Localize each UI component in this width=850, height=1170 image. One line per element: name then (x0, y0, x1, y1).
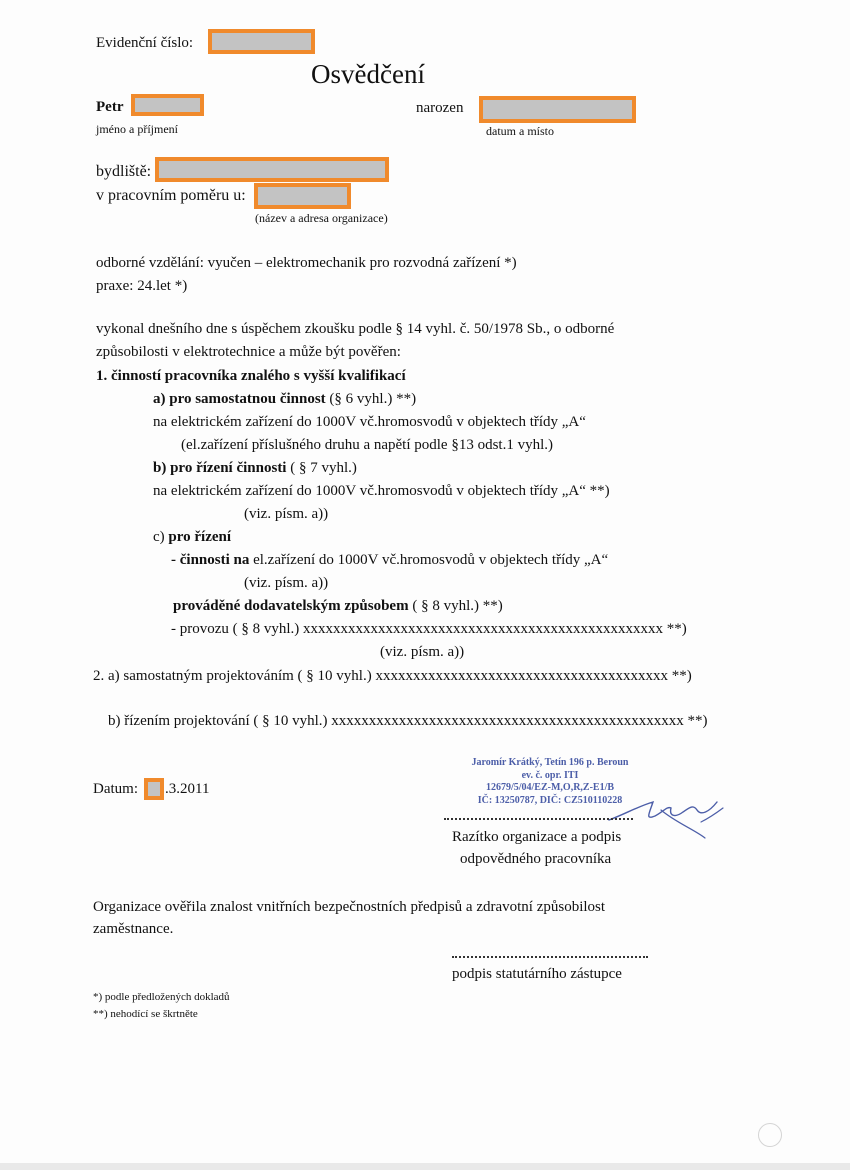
section-c-line-3 (173, 599, 503, 614)
scan-punch-mark (758, 1123, 782, 1147)
section-c-heading (153, 530, 231, 545)
redacted-employer (254, 183, 351, 209)
section-a-heading-bold: a) pro samostatnou činnost (153, 391, 326, 407)
section-c-line-3-bold: prováděné dodavatelským způsobem (173, 598, 409, 614)
employer-caption: (název a adresa organizace) (255, 211, 388, 225)
section-c-line-1-rest: el.zařízení do 1000V vč.hromosvodů v objektech třídy „A“ (249, 552, 609, 568)
section-c-line-2: (viz. písm. a)) (244, 575, 329, 591)
redacted-birth-date-place (479, 96, 636, 123)
redacted-date-day (144, 778, 164, 800)
section-c-line-1 (171, 553, 608, 568)
intro-line-1: vykonal dnešního dne s úspěchem zkoušku podle § 14 vyhl. č. 50/1978 Sb., o odborné (96, 321, 615, 337)
section-a-line-1: na elektrickém zařízení do 1000V vč.hromosvodů v objektech třídy „A“ (153, 414, 586, 430)
intro-line-2: způsobilosti v elektrotechnice a může být pověřen: (96, 344, 401, 360)
statutory-signature-caption: podpis statutárního zástupce (452, 966, 622, 982)
redacted-surname (131, 94, 204, 116)
practice-line: praxe: 24.let *) (96, 278, 188, 294)
page-title: Osvědčení (311, 59, 425, 89)
section-c-heading-bold: pro řízení (168, 529, 232, 545)
first-name: Petr (96, 99, 124, 115)
section-b-heading-rest: ( § 7 vyhl.) (286, 460, 357, 476)
residence-label: bydliště: (96, 163, 152, 180)
born-caption: datum a místo (486, 124, 554, 138)
section-c-line-3-rest: ( § 8 vyhl.) **) (408, 598, 503, 614)
section-a-line-2: (el.zařízení příslušného druhu a napětí podle §13 odst.1 vyhl.) (181, 437, 553, 453)
employment-label: v pracovním poměru u: (96, 187, 246, 204)
section-1-heading: 1. činností pracovníka znalého s vyšší kvalifikací (96, 368, 406, 384)
organization-note-line-1: Organizace ověřila znalost vnitřních bezpečnostních předpisů a zdravotní způsobilost (93, 899, 606, 915)
scan-bottom-edge (0, 1163, 850, 1170)
section-b-heading-bold: b) pro řízení činnosti (153, 460, 287, 476)
footnote-2: **) nehodící se škrtněte (93, 1008, 198, 1020)
born-label: narozen (416, 100, 464, 116)
statutory-dotted-line (452, 956, 648, 958)
redacted-residence (155, 157, 389, 182)
section-2b-line: b) řízením projektování ( § 10 vyhl.) xxxxxxxxxxxxxxxxxxxxxxxxxxxxxxxxxxxxxxxxxxxxxxx **) (108, 713, 708, 729)
footnote-1: *) podle předložených dokladů (93, 991, 230, 1003)
education-line: odborné vzdělání: vyučen – elektromechanik pro rozvodná zařízení *) (96, 255, 517, 271)
stamp-line-1: Jaromír Krátký, Tetín 196 p. Beroun (471, 757, 629, 768)
redacted-evidence-number (208, 29, 315, 54)
date-label: Datum: (93, 781, 138, 797)
signature-caption-line-1: Razítko organizace a podpis (452, 829, 622, 845)
section-a-heading-rest: (§ 6 vyhl.) **) (325, 391, 417, 407)
section-2a-line: 2. a) samostatným projektováním ( § 10 vyhl.) xxxxxxxxxxxxxxxxxxxxxxxxxxxxxxxxxxxxxxx **) (93, 668, 692, 684)
section-b-line-2: (viz. písm. a)) (244, 506, 329, 522)
handwritten-signature (605, 792, 730, 842)
stamp-line-2: ev. č. opr. ITI (521, 769, 579, 781)
section-a-heading (153, 392, 416, 407)
signature-dotted-line (444, 818, 633, 820)
section-c-line-5: (viz. písm. a)) (380, 644, 465, 660)
section-b-line-1: na elektrickém zařízení do 1000V vč.hromosvodů v objektech třídy „A“ **) (153, 483, 610, 499)
section-c-heading-prefix: c) (153, 529, 169, 545)
section-c-line-4: - provozu ( § 8 vyhl.) xxxxxxxxxxxxxxxxxxxxxxxxxxxxxxxxxxxxxxxxxxxxxxxx **) (171, 621, 687, 637)
signature-caption-line-2: odpovědného pracovníka (460, 851, 612, 867)
stamp-line-3: 12679/5/04/EZ-M,O,R,Z-E1/B (485, 782, 615, 793)
date-value: .3.2011 (165, 781, 210, 797)
stamp-line-4: IČ: 13250787, DIČ: CZ510110228 (477, 794, 623, 806)
section-b-heading (153, 461, 357, 476)
evidence-number-label: Evidenční číslo: (96, 35, 194, 51)
organization-note-line-2: zaměstnance. (93, 921, 174, 937)
section-c-line-1-bold: - činnosti na (171, 552, 250, 568)
name-caption: jméno a příjmení (96, 122, 178, 136)
